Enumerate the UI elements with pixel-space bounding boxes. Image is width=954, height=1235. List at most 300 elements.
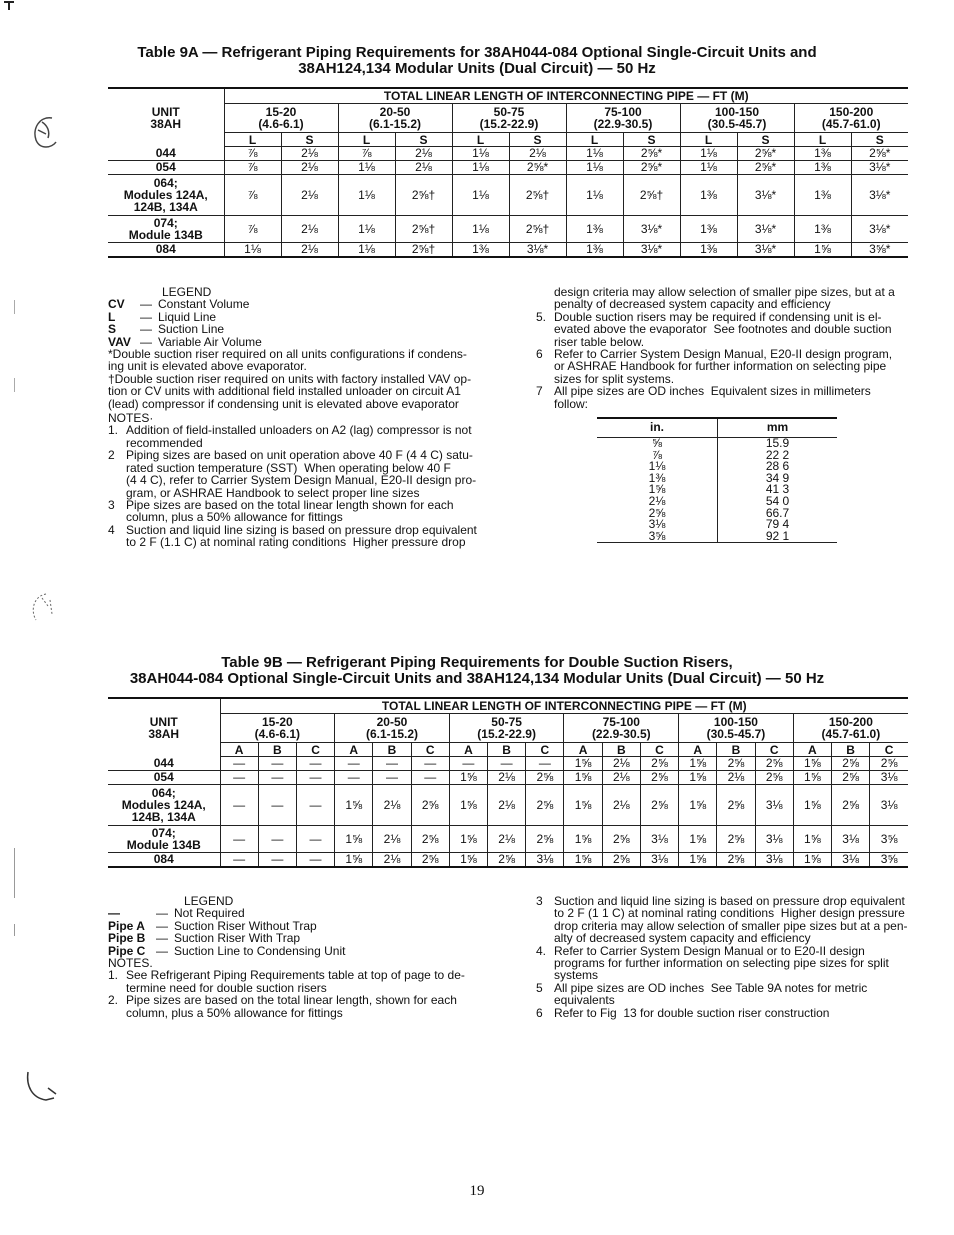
length-range-header — [335, 714, 450, 743]
pipe-size-cell: — — [258, 825, 296, 852]
legend-description: Not Required — [174, 906, 245, 921]
legend-description: Liquid Line — [158, 309, 217, 324]
notes-title: NOTES. — [108, 956, 153, 971]
pipe-size-cell: — — [258, 770, 296, 784]
pipe-size-cell: 2⅝* — [737, 160, 794, 174]
pipe-size-cell: 1⅛ — [566, 147, 623, 161]
pipe-size-cell: 2⅝ — [488, 852, 526, 867]
range-feet: 15-20 — [261, 715, 293, 729]
pipe-size-cell: 1⅝ — [564, 852, 602, 867]
pipe-size-cell: 1⅝ — [564, 825, 602, 852]
pipe-size-cell: 1⅝ — [335, 825, 373, 852]
range-meters: (6.1-15.2) — [365, 727, 418, 741]
conversion-inches: 2⅛ — [597, 496, 718, 508]
table-row — [108, 160, 908, 174]
legend-item — [108, 945, 492, 957]
note-item — [536, 311, 912, 348]
range-meters: (30.5-45.7) — [706, 727, 766, 741]
pipe-size-cell: 1⅝ — [335, 784, 373, 825]
pipe-size-cell: 1⅛ — [566, 174, 623, 215]
range-feet: 20-50 — [376, 715, 408, 729]
unit-cell: 064; Modules 124A, 124B, 134A — [108, 784, 220, 825]
pipe-size-cell: 2⅛ — [602, 757, 640, 771]
legend-description: Variable Air Volume — [158, 334, 262, 349]
pipe-size-cell: 2⅝ — [640, 757, 678, 771]
pipe-size-cell: 1⅝ — [679, 825, 717, 852]
note-text: Pipe sizes are based on the total linear length, shown for each column, plus a 50% allowance for fittings — [126, 993, 457, 1020]
page-number: 19 — [469, 1183, 485, 1199]
length-range-header — [679, 714, 794, 743]
pipe-size-cell: 1⅝ — [793, 825, 831, 852]
legend-dash: — — [156, 943, 168, 958]
pipe-size-cell: 1⅜ — [794, 174, 851, 215]
unit-label: UNIT — [149, 715, 178, 729]
pipe-size-cell: 2⅝* — [851, 147, 908, 161]
subcolumn-header: C — [755, 743, 793, 757]
legend-dash: — — [156, 906, 168, 921]
margin-tick — [14, 924, 15, 936]
legend-dash: — — [140, 322, 152, 337]
table-9b-notes-right — [536, 895, 916, 1019]
note-item — [536, 385, 912, 410]
pipe-size-cell: — — [220, 852, 258, 867]
pipe-size-cell: — — [220, 757, 258, 771]
subcolumn-header: B — [717, 743, 755, 757]
pipe-size-cell: 2⅝ — [411, 852, 449, 867]
pipe-size-cell: 3⅝ — [870, 825, 908, 852]
note-item — [536, 895, 916, 945]
range-feet: 20-50 — [379, 105, 411, 119]
pipe-size-cell: 1⅛ — [452, 147, 509, 161]
scan-artifact-mark — [0, 0, 20, 14]
pipe-size-cell: — — [220, 770, 258, 784]
pipe-size-cell: 2⅛ — [509, 147, 566, 161]
note-text: Refer to Carrier System Design Manual, E20-II design program, or ASHRAE Handbook for further information on selecting pipe sizes for split systems. — [554, 347, 893, 386]
note-item — [536, 348, 912, 385]
pipe-size-cell: 1⅝ — [679, 770, 717, 784]
legend-key: S — [108, 322, 117, 337]
notes-title: NOTES· — [108, 411, 154, 426]
table-row — [108, 174, 908, 215]
table-9a-title-line1: Table 9A — Refrigerant Piping Requirements for 38AH044-084 Optional Single-Circuit Units and — [137, 44, 817, 61]
pipe-size-cell: 2⅛ — [281, 242, 338, 257]
subcolumn-header: S — [851, 133, 908, 147]
notes-list — [536, 311, 912, 410]
pipe-size-cell: 2⅝ — [755, 770, 793, 784]
note-item — [108, 969, 492, 994]
pipe-size-cell: 1⅛ — [338, 215, 395, 242]
conversion-millimeters: 79 4 — [765, 517, 790, 532]
range-meters: (45.7-61.0) — [821, 727, 881, 741]
subcolumn-header: C — [296, 743, 334, 757]
pipe-size-cell: 3⅛* — [623, 242, 680, 257]
length-range-header — [564, 714, 679, 743]
subcolumn-header: A — [564, 743, 602, 757]
pipe-size-cell: 1⅜ — [794, 160, 851, 174]
table-9b-notes-left — [108, 895, 492, 1019]
pipe-size-cell: 1⅜ — [794, 147, 851, 161]
subcolumn-header: B — [258, 743, 296, 757]
range-feet: 75-100 — [604, 105, 642, 119]
table-9a-notes-right — [536, 286, 912, 410]
note-item — [108, 994, 492, 1019]
legend-dash: — — [140, 334, 152, 349]
margin-tick — [14, 848, 15, 898]
subcolumn-header: S — [737, 133, 794, 147]
pipe-size-cell: 2⅝† — [509, 174, 566, 215]
subcolumn-header: L — [338, 133, 395, 147]
pipe-size-cell: 1⅜ — [794, 215, 851, 242]
legend-key: VAV — [108, 334, 131, 349]
length-range-header — [566, 104, 680, 133]
subcolumn-header: A — [679, 743, 717, 757]
subcolumn-header: L — [680, 133, 737, 147]
table-row — [108, 242, 908, 257]
pipe-size-cell: 2⅝ — [832, 757, 870, 771]
pipe-size-cell: 2⅝ — [411, 784, 449, 825]
legend-dash: — — [140, 309, 152, 324]
note-text: Addition of field-installed unloaders on A2 (lag) compressor is not recommended — [126, 423, 472, 450]
pipe-size-cell: 2⅝ — [602, 852, 640, 867]
pipe-size-cell: — — [296, 852, 334, 867]
note-number: 4. — [536, 943, 547, 958]
note-item — [108, 449, 492, 499]
conversion-millimeters: 41 3 — [765, 482, 790, 497]
unit-sublabel: 38AH — [150, 117, 182, 131]
pipe-size-cell: 2⅝ — [602, 825, 640, 852]
range-feet: 150-200 — [828, 715, 873, 729]
length-range-header — [220, 714, 335, 743]
legend-key: L — [108, 309, 116, 324]
pipe-size-cell: — — [373, 757, 411, 771]
table-row — [108, 852, 908, 867]
pipe-size-cell: 3⅛ — [755, 852, 793, 867]
range-meters: (4.6-6.1) — [254, 727, 300, 741]
conversion-row — [597, 438, 837, 450]
legend-item — [108, 932, 492, 944]
range-feet: 15-20 — [265, 105, 297, 119]
conversion-header-in: in. — [597, 418, 718, 438]
pipe-size-cell: 3⅛ — [832, 825, 870, 852]
conversion-row — [597, 531, 837, 543]
note-text: Suction and liquid line sizing is based on pressure drop equivalent to 2 F (1 1 C) at nominal rating conditions Higher design pressure drop criteria may allow selection of smaller pipe sizes but at a pen- alty of decreased system capacity and efficiency — [554, 894, 908, 946]
conversion-row — [597, 484, 837, 496]
legend-description: Suction Riser With Trap — [174, 931, 301, 946]
pipe-size-cell: — — [258, 784, 296, 825]
subcolumn-header: B — [373, 743, 411, 757]
pipe-size-cell: — — [296, 757, 334, 771]
table-9b-title — [0, 655, 954, 687]
footnote-dagger: †Double suction riser required on units with factory installed VAV op- tion or CV units with additional field installed unloader on circuit A1 (lead) compressor if condensing unit is elevated above evaporator — [108, 371, 472, 411]
pipe-size-cell: 3⅛* — [737, 174, 794, 215]
note-text: All pipe sizes are OD inches Equivalent sizes in millimeters follow: — [554, 384, 871, 411]
unit-cell: 084 — [108, 852, 220, 867]
scan-artifact-mark — [20, 590, 60, 630]
note-item — [536, 1007, 916, 1019]
pipe-size-cell: 2⅝† — [395, 215, 452, 242]
subcolumn-header: S — [623, 133, 680, 147]
conversion-row — [597, 496, 837, 508]
pipe-size-cell: 2⅝† — [395, 174, 452, 215]
legend-title: LEGEND — [184, 894, 234, 908]
subcolumn-header: L — [794, 133, 851, 147]
footnote-star: *Double suction riser required on all units configurations if condens- ing unit is elevated above evaporator. — [108, 347, 467, 374]
pipe-size-cell: — — [220, 784, 258, 825]
pipe-size-cell: 1⅛ — [452, 174, 509, 215]
pipe-size-cell: 1⅝ — [794, 242, 851, 257]
length-range-header — [794, 104, 908, 133]
note-number: 2. — [108, 993, 119, 1008]
pipe-size-cell: 1⅝ — [449, 825, 487, 852]
length-header: TOTAL LINEAR LENGTH OF INTERCONNECTING PIPE — FT (M) — [224, 89, 908, 104]
range-feet: 150-200 — [829, 105, 874, 119]
pipe-size-cell: 3⅛* — [851, 215, 908, 242]
legend-item — [108, 907, 492, 919]
scan-artifact-mark — [22, 1068, 62, 1108]
legend-description: Suction Line to Condensing Unit — [174, 943, 346, 958]
pipe-size-cell: 3⅛* — [851, 174, 908, 215]
pipe-size-cell: — — [220, 825, 258, 852]
pipe-size-cell: 1⅛ — [452, 215, 509, 242]
pipe-size-cell: 2⅝ — [640, 770, 678, 784]
pipe-size-cell: 2⅝ — [526, 784, 564, 825]
legend-key: — — [108, 906, 120, 921]
pipe-size-cell: — — [335, 757, 373, 771]
conversion-row — [597, 519, 837, 531]
pipe-size-cell: 2⅝ — [755, 757, 793, 771]
conversion-inches: 1⅝ — [597, 484, 718, 496]
conversion-inches: 3⅛ — [597, 519, 718, 531]
pipe-size-cell: 3⅛ — [640, 825, 678, 852]
note-item — [108, 424, 492, 449]
pipe-size-cell: — — [411, 770, 449, 784]
conversion-header-mm: mm — [718, 418, 838, 438]
pipe-size-cell: — — [258, 852, 296, 867]
subcolumn-header: S — [281, 133, 338, 147]
pipe-size-cell: — — [296, 770, 334, 784]
note-text: Refer to Carrier System Design Manual or to E20-II design programs for further information on selecting pipe sizes for split systems — [554, 943, 889, 983]
subcolumn-header: A — [793, 743, 831, 757]
conversion-millimeters: 22 2 — [765, 447, 790, 462]
unit-cell: 044 — [108, 147, 224, 161]
unit-sublabel: 38AH — [148, 727, 180, 741]
range-meters: (4.6-6.1) — [258, 117, 304, 131]
length-range-header — [452, 104, 566, 133]
subcolumn-header: C — [411, 743, 449, 757]
pipe-size-cell: 2⅝* — [623, 160, 680, 174]
conversion-millimeters: 92 1 — [718, 531, 838, 543]
legend-dash: — — [156, 918, 168, 933]
conversion-row — [597, 450, 837, 462]
range-feet: 100-150 — [713, 715, 758, 729]
table-row — [108, 215, 908, 242]
range-feet: 75-100 — [602, 715, 640, 729]
unit-cell: 064; Modules 124A, 124B, 134A — [108, 174, 224, 215]
pipe-size-cell: 1⅝ — [793, 757, 831, 771]
pipe-size-cell: 2⅛ — [373, 784, 411, 825]
pipe-size-cell: 3⅛ — [640, 852, 678, 867]
notes-list — [536, 895, 916, 1019]
note-text: Refer to Fig 13 for double suction riser construction — [554, 1005, 830, 1020]
legend-description: Suction Riser Without Trap — [174, 918, 317, 933]
legend-key: CV — [108, 297, 125, 312]
pipe-size-cell: 2⅝ — [640, 784, 678, 825]
legend-dash: — — [140, 297, 152, 312]
subcolumn-header: C — [640, 743, 678, 757]
subcolumn-header: B — [602, 743, 640, 757]
range-feet: 50-75 — [493, 105, 525, 119]
length-range-header — [224, 104, 338, 133]
pipe-size-cell: ⅞ — [224, 215, 281, 242]
note-number: 1. — [108, 968, 119, 983]
scan-artifact-mark — [22, 112, 64, 154]
pipe-size-cell: — — [488, 757, 526, 771]
table-9b-title-line1: Table 9B — Refrigerant Piping Requirements for Double Suction Risers, — [221, 654, 733, 671]
note-text: Double suction risers may be required if condensing unit is el- evated above the evaporator See footnotes and double suction riser table below. — [554, 309, 892, 349]
pipe-size-cell: 3⅛* — [737, 215, 794, 242]
length-range-header — [449, 714, 564, 743]
pipe-size-cell: 2⅝* — [509, 160, 566, 174]
pipe-size-cell: 2⅝ — [526, 825, 564, 852]
range-meters: (15.2-22.9) — [477, 727, 536, 741]
note-number: 6 — [536, 347, 543, 362]
note-number: 5 — [536, 980, 543, 995]
subcolumn-header: L — [224, 133, 281, 147]
pipe-size-cell: 3⅛* — [623, 215, 680, 242]
pipe-size-cell: 2⅛ — [373, 852, 411, 867]
note-item — [108, 524, 492, 549]
pipe-size-cell: — — [526, 757, 564, 771]
note-item — [108, 499, 492, 524]
pipe-size-cell: 1⅜ — [680, 242, 737, 257]
range-meters: (22.9-30.5) — [591, 727, 651, 741]
pipe-size-cell: 1⅜ — [452, 242, 509, 257]
pipe-size-cell: 2⅛ — [395, 160, 452, 174]
conversion-millimeters: 34 9 — [765, 470, 790, 485]
pipe-size-cell: 3⅛* — [509, 242, 566, 257]
pipe-size-cell: 1⅜ — [680, 215, 737, 242]
length-range-header — [793, 714, 908, 743]
notes-list — [108, 424, 492, 548]
pipe-size-cell: 1⅝ — [793, 852, 831, 867]
pipe-size-cell: — — [373, 770, 411, 784]
conversion-inches: ⅝ — [597, 438, 718, 450]
pipe-size-cell: 1⅛ — [452, 160, 509, 174]
subcolumn-header: B — [832, 743, 870, 757]
note-number: 1. — [108, 423, 119, 438]
pipe-size-cell: 2⅛ — [488, 784, 526, 825]
pipe-size-cell: — — [296, 825, 334, 852]
length-header: TOTAL LINEAR LENGTH OF INTERCONNECTING PIPE — FT (M) — [220, 699, 908, 714]
note-text: Piping sizes are based on unit operation above 40 F (4 4 C) satu- rated suction temperature (SST) When operating below 40 F (4 4 C), refer to Carrier System Design Manual, E20-II design pro- gram, or ASHRAE Handbook to select proper line sizes — [126, 448, 477, 500]
pipe-size-cell: 2⅛ — [281, 160, 338, 174]
length-range-header — [338, 104, 452, 133]
pipe-size-cell: 1⅝ — [449, 852, 487, 867]
pipe-size-cell: 2⅝† — [395, 242, 452, 257]
pipe-size-cell: 1⅛ — [224, 242, 281, 257]
pipe-size-cell: 3⅝* — [851, 242, 908, 257]
pipe-size-cell: 2⅛ — [602, 770, 640, 784]
pipe-size-cell: ⅞ — [338, 147, 395, 161]
pipe-size-cell: 2⅝ — [870, 757, 908, 771]
subcolumn-header: A — [220, 743, 258, 757]
note-number: 6 — [536, 1005, 543, 1020]
conversion-inches: 2⅝ — [597, 508, 718, 520]
legend-item — [108, 298, 492, 310]
legend-dash: — — [156, 931, 168, 946]
pipe-size-cell: 1⅜ — [566, 242, 623, 257]
note-item — [536, 982, 916, 1007]
conversion-table — [597, 417, 837, 543]
unit-cell: 074; Module 134B — [108, 825, 220, 852]
pipe-size-cell: 2⅝ — [717, 825, 755, 852]
subcolumn-header: C — [870, 743, 908, 757]
pipe-size-cell: 1⅝ — [793, 770, 831, 784]
unit-column-header — [108, 89, 224, 147]
range-feet: 50-75 — [491, 715, 522, 729]
pipe-size-cell: 1⅜ — [566, 215, 623, 242]
conversion-inches: 1⅜ — [597, 473, 718, 485]
pipe-size-cell: 3⅛ — [870, 770, 908, 784]
pipe-size-cell: 2⅛ — [717, 770, 755, 784]
note-text: Pipe sizes are based on the total linear length shown for each column, plus a 50% allowance for fittings — [126, 497, 454, 525]
conversion-millimeters: 66.7 — [765, 505, 790, 520]
pipe-size-cell: 2⅝ — [526, 770, 564, 784]
legend-list — [108, 907, 492, 957]
margin-tick — [14, 300, 15, 314]
subcolumn-header: L — [452, 133, 509, 147]
table-9b-title-line2: 38AH044-084 Optional Single-Circuit Units and 38AH124,134 Modular Units (Dual Circuit) — 50 Hz — [129, 670, 825, 687]
note-number: 3 — [108, 497, 115, 512]
pipe-size-cell: — — [296, 784, 334, 825]
table-9a — [108, 89, 908, 258]
pipe-size-cell: 3⅛ — [832, 852, 870, 867]
pipe-size-cell: 1⅝ — [679, 852, 717, 867]
unit-column-header — [108, 699, 220, 757]
unit-cell: 074; Module 134B — [108, 215, 224, 242]
table-9a-title-line2: 38AH124,134 Modular Units (Dual Circuit) — 50 Hz — [298, 60, 656, 77]
pipe-size-cell: 2⅛ — [395, 147, 452, 161]
range-meters: (15.2-22.9) — [479, 117, 539, 131]
conversion-inches: 3⅝ — [597, 531, 718, 543]
pipe-size-cell: 3⅛ — [870, 784, 908, 825]
range-feet: 100-150 — [714, 105, 760, 119]
range-meters: (6.1-15.2) — [368, 117, 422, 131]
conversion-row — [597, 508, 837, 520]
table-row — [108, 825, 908, 852]
legend-key: Pipe C — [108, 943, 146, 958]
range-meters: (45.7-61.0) — [821, 117, 881, 131]
pipe-size-cell: 2⅝ — [832, 784, 870, 825]
conversion-inches: 1⅛ — [597, 461, 718, 473]
pipe-size-cell: 2⅛ — [281, 147, 338, 161]
note-number: 2 — [108, 448, 115, 463]
pipe-size-cell: 2⅝* — [737, 147, 794, 161]
pipe-size-cell: 3⅛ — [755, 784, 793, 825]
subcolumn-header: A — [449, 743, 487, 757]
pipe-size-cell: 1⅝ — [335, 852, 373, 867]
pipe-size-cell: 1⅛ — [680, 147, 737, 161]
note-number: 7 — [536, 384, 543, 399]
pipe-size-cell: ⅞ — [224, 160, 281, 174]
subcolumn-header: B — [488, 743, 526, 757]
unit-cell: 054 — [108, 770, 220, 784]
legend-key: Pipe B — [108, 931, 146, 946]
table-row — [108, 770, 908, 784]
margin-tick — [14, 378, 15, 392]
pipe-size-cell: ⅞ — [224, 174, 281, 215]
table-row — [108, 757, 908, 771]
